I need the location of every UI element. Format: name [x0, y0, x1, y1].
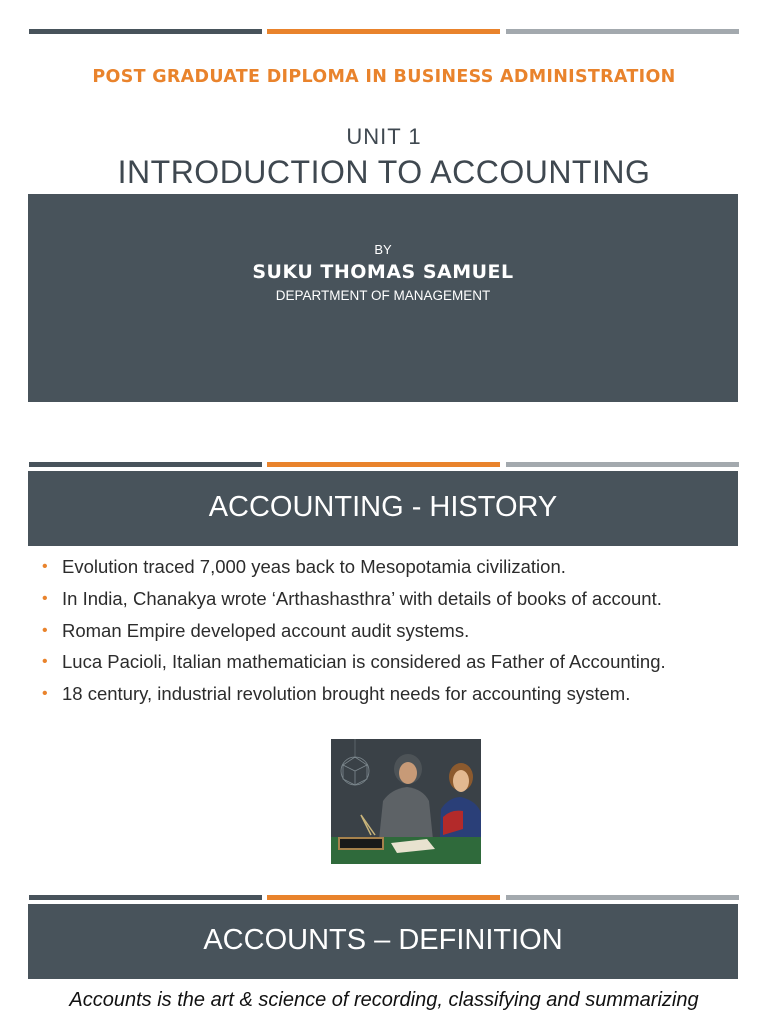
author-panel: [28, 194, 738, 402]
department-name: DEPARTMENT OF MANAGEMENT: [275, 288, 491, 303]
bullet-icon: •: [42, 558, 48, 575]
bullet-icon: •: [42, 653, 48, 671]
definition-heading-panel: [28, 904, 738, 979]
bullet-icon: •: [42, 589, 48, 607]
list-item: [40, 585, 755, 617]
bullet-icon: •: [42, 621, 48, 639]
unit-label: UNIT 1: [346, 124, 422, 149]
divider-bar-gray: [506, 29, 739, 34]
list-item: [40, 617, 755, 649]
divider-bar-dark: [29, 29, 262, 34]
bullet-text: Luca Pacioli, Italian mathematician is considered as Father of Accounting.: [62, 651, 666, 673]
history-heading-panel: [28, 471, 738, 546]
author-name: SUKU THOMAS SAMUEL: [252, 261, 514, 283]
slide-title: INTRODUCTION TO ACCOUNTING: [117, 154, 651, 190]
divider-bar-orange: [267, 29, 500, 34]
history-bullet-list: [40, 553, 755, 712]
divider-bar-gray: [506, 895, 739, 900]
bullet-text: 18 century, industrial revolution brought needs for accounting system.: [62, 683, 631, 705]
list-item: [40, 680, 755, 712]
bullet-text: In India, Chanakya wrote ‘Arthashasthra’ with details of books of account.: [62, 587, 662, 609]
divider-bar-gray: [506, 462, 739, 467]
history-heading: ACCOUNTING - HISTORY: [208, 491, 558, 523]
list-item: [40, 553, 755, 585]
definition-text: Accounts is the art & science of recording, classifying and summarizing: [69, 989, 699, 1011]
bullet-icon: •: [42, 685, 48, 703]
divider-bar-dark: [29, 895, 262, 900]
divider-bar-dark: [29, 462, 262, 467]
divider-bar-orange: [267, 895, 500, 900]
by-label: BY: [374, 242, 392, 257]
list-item: [40, 648, 755, 680]
divider-bar-orange: [267, 462, 500, 467]
bullet-text: Roman Empire developed account audit systems.: [62, 619, 470, 641]
portrait-painting-icon: [331, 739, 481, 864]
bullet-text: Evolution traced 7,000 yeas back to Mesopotamia civilization.: [62, 556, 566, 577]
program-title: POST GRADUATE DIPLOMA IN BUSINESS ADMINISTRATION: [92, 67, 676, 87]
definition-heading: ACCOUNTS – DEFINITION: [203, 924, 563, 956]
